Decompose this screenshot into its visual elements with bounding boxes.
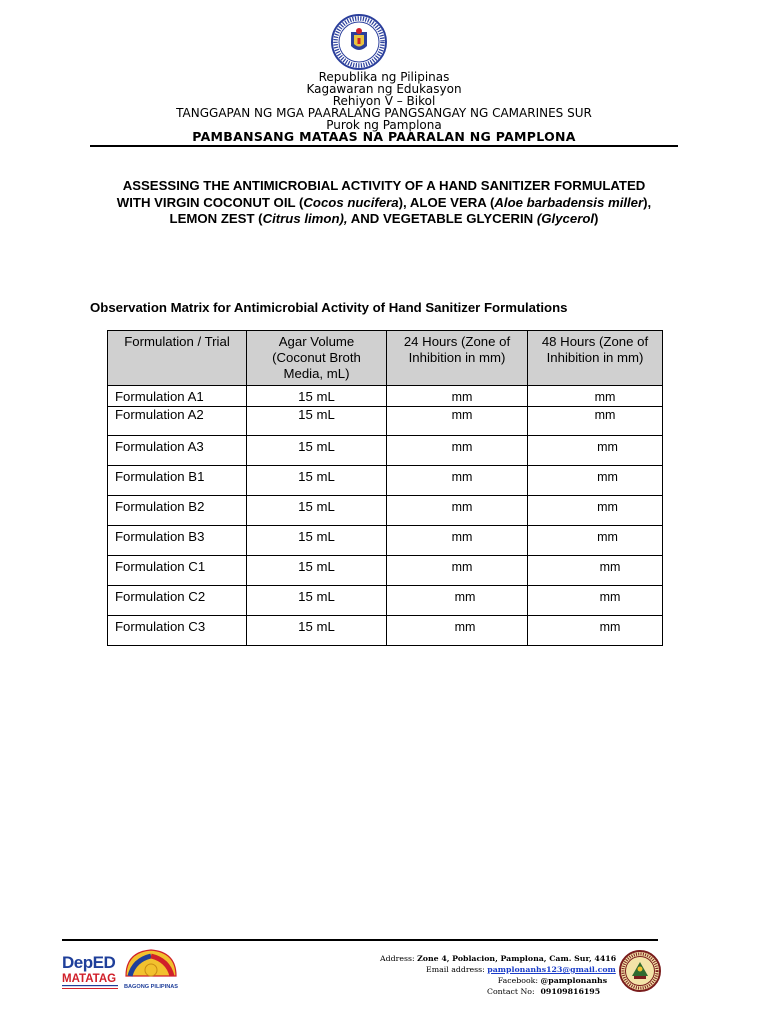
table-header-row xyxy=(108,331,663,386)
table-row xyxy=(108,526,663,556)
zone-48h-cell: mm xyxy=(528,526,663,556)
zone-24h-cell: mm xyxy=(387,616,528,646)
address-value: Zone 4, Poblacion, Pamplona, Cam. Sur, 4416 xyxy=(417,954,617,963)
zone-48h-cell: mm xyxy=(528,436,663,466)
agar-volume-cell: 15 mL xyxy=(247,526,387,556)
facebook-value: @pamplonanhs xyxy=(540,976,608,985)
agar-volume-cell: 15 mL xyxy=(247,466,387,496)
zone-48h-cell: mm xyxy=(528,586,663,616)
table-row xyxy=(108,386,663,407)
zone-48h-cell: mm xyxy=(528,496,663,526)
zone-24h-cell: mm xyxy=(387,556,528,586)
agar-volume-cell: 15 mL xyxy=(247,616,387,646)
zone-24h-cell: mm xyxy=(387,436,528,466)
column-header-agar-volume: Agar Volume (Coconut Broth Media, mL) xyxy=(247,331,387,386)
header-region: Rehiyon V – Bikol xyxy=(332,94,436,108)
footer-address xyxy=(380,954,616,965)
agar-volume-cell: 15 mL xyxy=(247,586,387,616)
address-label: Address: xyxy=(380,954,415,963)
column-header-24-hours: 24 Hours (Zone of Inhibition in mm) xyxy=(387,331,528,386)
zone-48h-cell: mm xyxy=(528,556,663,586)
deped-seal-icon xyxy=(331,14,387,70)
svg-text:DepED: DepED xyxy=(62,953,116,972)
formulation-cell: Formulation A2 xyxy=(108,407,247,436)
zone-24h-cell: mm xyxy=(387,526,528,556)
zone-48h-cell: mm xyxy=(528,466,663,496)
footer-contact xyxy=(487,987,600,998)
table-row xyxy=(108,616,663,646)
zone-24h-cell: mm xyxy=(387,407,528,436)
title-glycerin-sci: (Glycerol xyxy=(536,211,595,227)
formulation-cell: Formulation B3 xyxy=(108,526,247,556)
column-header-formulation: Formulation / Trial xyxy=(108,331,247,386)
header-school: PAMBANSANG MATAAS NA PAARALAN NG PAMPLONA xyxy=(192,129,576,144)
table-row xyxy=(108,496,663,526)
title-text: ), xyxy=(643,194,652,210)
agar-volume-cell: 15 mL xyxy=(247,386,387,407)
agar-volume-cell: 15 mL xyxy=(247,556,387,586)
formulation-cell: Formulation A1 xyxy=(108,386,247,407)
document-title xyxy=(80,178,688,228)
zone-24h-cell: mm xyxy=(387,496,528,526)
zone-24h-cell: mm xyxy=(387,586,528,616)
footer-rule xyxy=(62,939,658,941)
formulation-cell: Formulation A3 xyxy=(108,436,247,466)
title-text: ) xyxy=(594,211,599,227)
svg-text:BAGONG PILIPINAS: BAGONG PILIPINAS xyxy=(123,984,179,990)
bagong-pilipinas-logo xyxy=(120,946,182,994)
title-line-1: ASSESSING THE ANTIMICROBIAL ACTIVITY OF A HAND SANITIZER FORMULATED xyxy=(122,178,646,193)
table-row xyxy=(108,466,663,496)
formulation-cell: Formulation B2 xyxy=(108,496,247,526)
agar-volume-cell: 15 mL xyxy=(247,436,387,466)
table-row xyxy=(108,556,663,586)
zone-48h-cell: mm xyxy=(528,386,663,407)
facebook-label: Facebook: xyxy=(497,976,538,985)
formulation-cell: Formulation C3 xyxy=(108,616,247,646)
section-title: Observation Matrix for Antimicrobial Activity of Hand Sanitizer Formulations xyxy=(90,300,568,315)
svg-text:MATATAG: MATATAG xyxy=(62,973,117,985)
header-department: Kagawaran ng Edukasyon xyxy=(306,82,462,96)
column-header-48-hours: 48 Hours (Zone of Inhibition in mm) xyxy=(528,331,663,386)
footer-facebook xyxy=(484,976,607,987)
school-seal-icon xyxy=(619,950,661,992)
title-text: ), ALOE VERA ( xyxy=(398,194,495,210)
contact-value: 09109816195 xyxy=(540,987,601,996)
table-row xyxy=(108,586,663,616)
agar-volume-cell: 15 mL xyxy=(247,407,387,436)
title-coconut-sci: Cocos nucifera xyxy=(303,194,399,210)
footer-email xyxy=(426,965,616,976)
formulation-cell: Formulation C2 xyxy=(108,586,247,616)
email-link[interactable]: pamplonanhs123@gmail.com xyxy=(487,965,616,974)
formulation-cell: Formulation C1 xyxy=(108,556,247,586)
header-republic: Republika ng Pilipinas xyxy=(318,70,450,84)
zone-24h-cell: mm xyxy=(387,386,528,407)
title-text: AND VEGETABLE GLYCERIN xyxy=(347,211,537,227)
table-row xyxy=(108,436,663,466)
formulation-cell: Formulation B1 xyxy=(108,466,247,496)
title-text: LEMON ZEST ( xyxy=(169,211,263,227)
title-text: WITH VIRGIN COCONUT OIL ( xyxy=(116,194,304,210)
deped-matatag-logo xyxy=(60,949,122,993)
observation-matrix-table xyxy=(107,330,663,646)
email-label: Email address: xyxy=(426,965,485,974)
zone-48h-cell: mm xyxy=(528,407,663,436)
title-lemon-sci: Citrus limon), xyxy=(262,211,348,227)
agar-volume-cell: 15 mL xyxy=(247,496,387,526)
title-aloe-sci: Aloe barbadensis miller xyxy=(494,194,644,210)
header-district: Purok ng Pamplona xyxy=(326,118,442,132)
zone-24h-cell: mm xyxy=(387,466,528,496)
contact-label: Contact No: xyxy=(487,987,535,996)
header-division: TANGGAPAN NG MGA PAARALANG PANGSANGAY NG CAMARINES SUR xyxy=(176,106,592,120)
zone-48h-cell: mm xyxy=(528,616,663,646)
table-row xyxy=(108,407,663,436)
header-rule xyxy=(90,145,678,147)
